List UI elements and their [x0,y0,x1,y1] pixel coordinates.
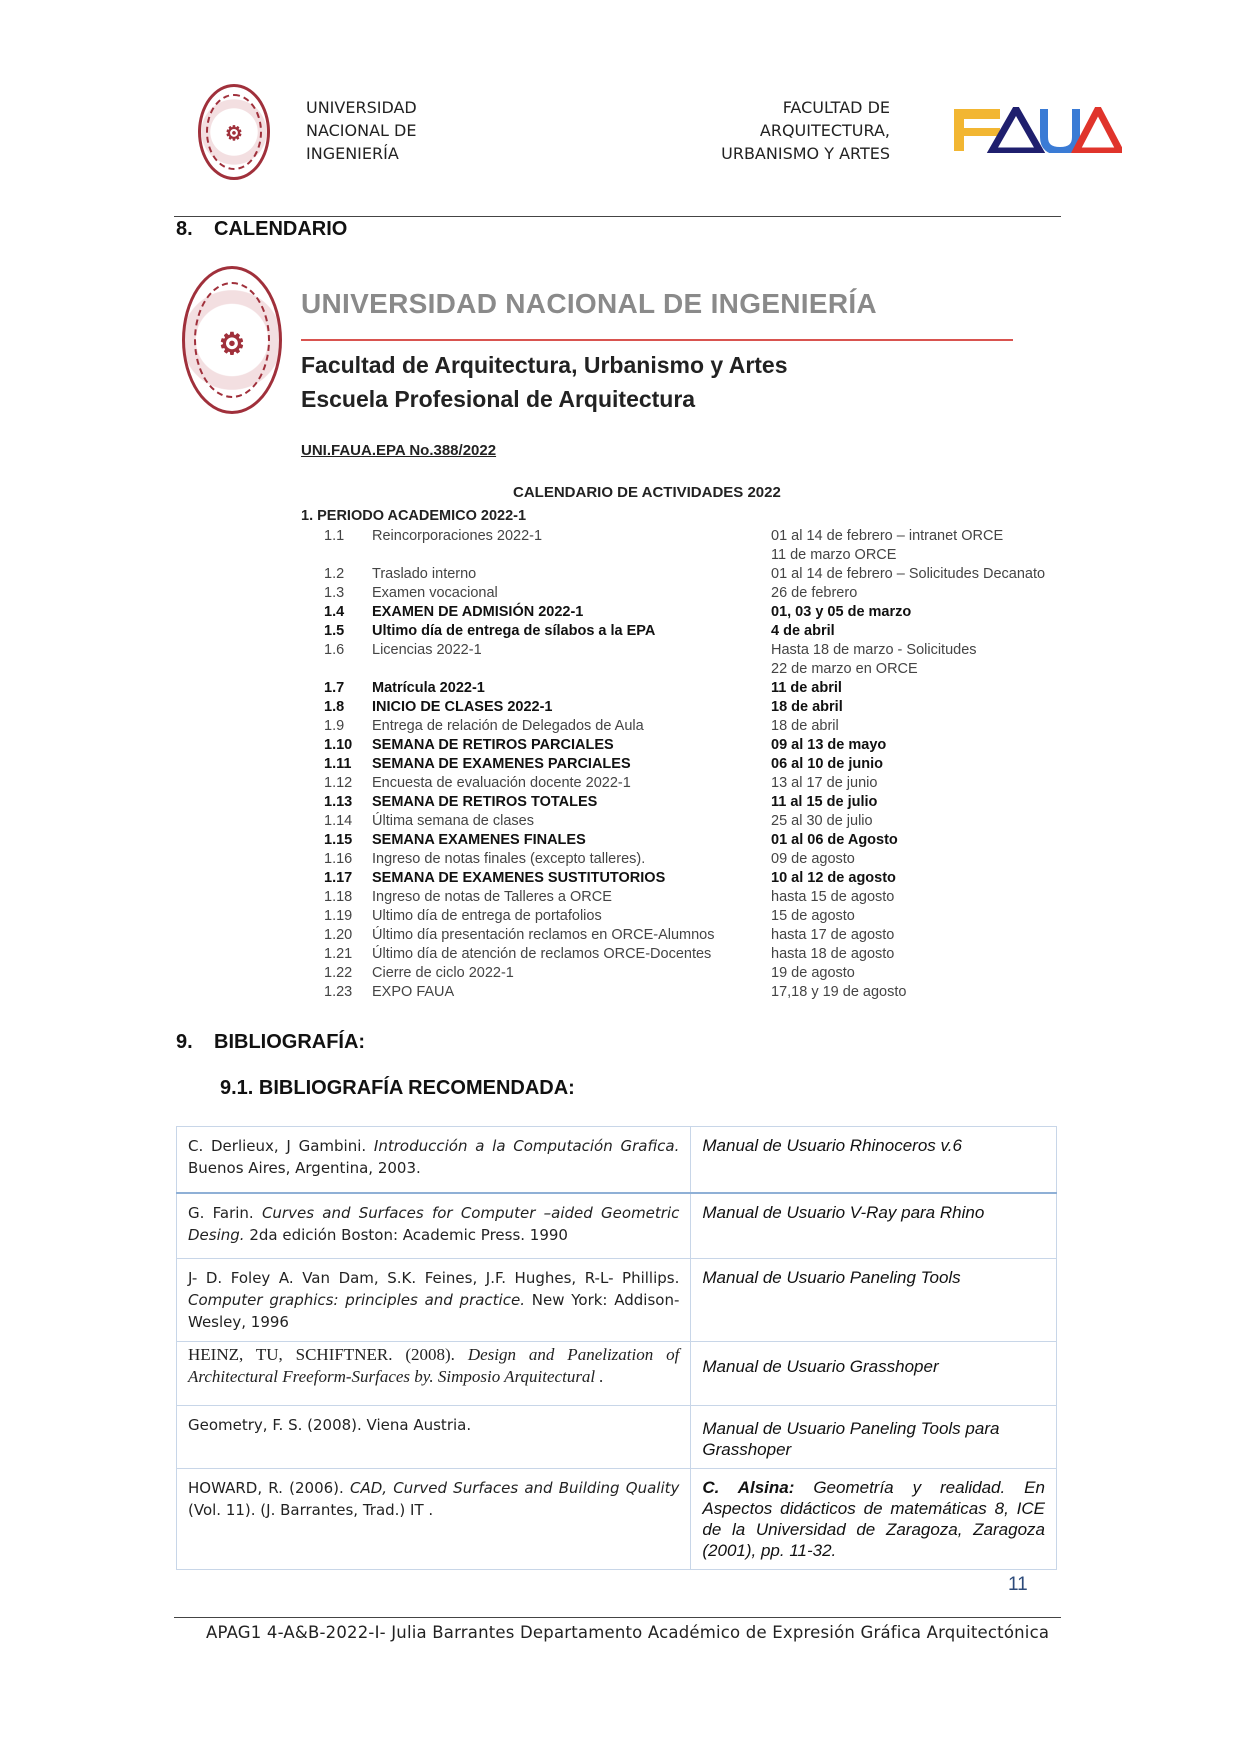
calendar-row-activity: SEMANA DE EXAMENES PARCIALES [372,756,631,772]
calendar-red-rule [301,339,1013,341]
calendar-row-date: 10 al 12 de agosto [771,870,896,886]
calendar-row-activity: Traslado interno [372,566,477,582]
bib-reference: C. Alsina: Geometría y realidad. En Aspectos didácticos de matemáticas 8, ICE de la Universidad de Zaragoza, Zaragoza (2001), pp. 11-32. [691,1469,1057,1570]
bibliography-table [176,1126,1057,1570]
calendar-faculty: Facultad de Arquitectura, Urbanismo y Artes [301,352,788,378]
bib-manual: Manual de Usuario Paneling Tools [691,1259,1057,1342]
calendar-reference: UNI.FAUA.EPA No.388/2022 [301,442,497,459]
table-row [177,1193,1057,1259]
calendar-row-number: 1.9 [324,718,345,734]
calendar-row-number: 1.3 [324,585,345,601]
faculty-name: FACULTAD DE ARQUITECTURA, URBANISMO Y ARTES [721,98,890,163]
section-8-heading: 8. CALENDARIO [176,218,348,240]
bib-entry: C. Derlieux, J Gambini. Introducción a la Computación Grafica. Buenos Aires, Argentina, 2003. [177,1127,691,1193]
calendar-row-activity: Último día presentación reclamos en ORCE-Alumnos [372,927,715,943]
calendar-row-activity: Último día de atención de reclamos ORCE-Docentes [372,946,712,962]
table-row [177,1342,1057,1406]
bib-manual: Manual de Usuario Paneling Tools para Grasshoper [691,1406,1057,1469]
calendar-row-activity: SEMANA DE RETIROS PARCIALES [372,737,614,753]
bib-manual: Manual de Usuario V-Ray para Rhino [691,1193,1057,1259]
calendar-row-date: 18 de abril [771,699,843,715]
table-row [177,1259,1057,1342]
calendar-row-number: 1.10 [324,737,353,753]
calendar-row-number: 1.4 [324,604,345,620]
university-seal: ⚙ [198,84,270,180]
calendar-row-activity: Última semana de clases [372,813,534,829]
section-9-heading: 9. BIBLIOGRAFÍA: [176,1031,366,1053]
calendar-row-activity: SEMANA DE EXAMENES SUSTITUTORIOS [372,870,666,886]
calendar-row-number: 1.12 [324,775,353,791]
calendar-row-date-continuation: 11 de marzo ORCE [771,547,897,563]
calendar-row-activity: EXPO FAUA [372,984,455,1000]
calendar-row-date: hasta 15 de agosto [771,889,895,905]
calendar-row-date: hasta 17 de agosto [771,927,895,943]
calendar-row-number: 1.17 [324,870,353,886]
calendar-row-number: 1.6 [324,642,345,658]
calendar-row-date: 11 al 15 de julio [771,794,878,810]
bib-entry: HOWARD, R. (2006). CAD, Curved Surfaces and Building Quality (Vol. 11). (J. Barrantes, Trad.) IT . [177,1469,691,1570]
calendar-row-date: 25 al 30 de julio [771,813,873,829]
calendar-row-number: 1.11 [324,756,352,772]
calendar-row-date: 15 de agosto [771,908,855,924]
table-row [177,1469,1057,1570]
calendar-row-date: 01 al 14 de febrero – intranet ORCE [771,528,1004,544]
calendar-row-number: 1.2 [324,566,345,582]
calendar-row-activity: Entrega de relación de Delegados de Aula [372,718,644,734]
calendar-row-activity: EXAMEN DE ADMISIÓN 2022-1 [372,604,584,620]
university-name: UNIVERSIDAD NACIONAL DE INGENIERÍA [306,98,417,163]
table-row [177,1127,1057,1193]
page-footer: APAG1 4-A&B-2022-I- Julia Barrantes Departamento Académico de Expresión Gráfica Arquitectónica [206,1623,1050,1642]
bib-entry: G. Farin. Curves and Surfaces for Computer –aided Geometric Desing. 2da edición Boston: Academic Press. 1990 [177,1193,691,1259]
calendar-row-activity: SEMANA DE RETIROS TOTALES [372,794,598,810]
calendar-row-date: hasta 18 de agosto [771,946,895,962]
calendar-row-number: 1.5 [324,623,345,639]
table-row [177,1406,1057,1469]
calendar-row-number: 1.14 [324,813,353,829]
calendar-row-date: 09 al 13 de mayo [771,737,887,753]
calendar-row-number: 1.7 [324,680,345,696]
calendar-row-activity: Reincorporaciones 2022-1 [372,528,543,544]
calendar-row-number: 1.13 [324,794,353,810]
bib-manual: Manual de Usuario Rhinoceros v.6 [691,1127,1057,1193]
calendar-row-activity: Cierre de ciclo 2022-1 [372,965,514,981]
calendar-row-date: 09 de agosto [771,851,855,867]
calendar-row-number: 1.15 [324,832,353,848]
calendar-row-date: Hasta 18 de marzo - Solicitudes [771,642,977,658]
header-rule [174,216,1061,217]
page-number: 11 [1008,1574,1028,1595]
calendar-row-number: 1.19 [324,908,353,924]
calendar-row-date: 4 de abril [771,623,835,639]
calendar-row-number: 1.23 [324,984,353,1000]
calendar-row-date: 17,18 y 19 de agosto [771,984,907,1000]
calendar-row-number: 1.18 [324,889,353,905]
faua-logo [952,107,1122,153]
calendar-row-number: 1.22 [324,965,353,981]
footer-rule [174,1617,1061,1618]
calendar-row-date: 01 al 14 de febrero – Solicitudes Decanato [771,566,1046,582]
calendar-row-date: 06 al 10 de junio [771,756,884,772]
calendar-row-number: 1.20 [324,927,353,943]
calendar-row-activity: Ingreso de notas finales (excepto talleres). [372,851,646,867]
bib-entry: Geometry, F. S. (2008). Viena Austria. [177,1406,691,1469]
calendar-row-date: 26 de febrero [771,585,858,601]
bib-manual: Manual de Usuario Grasshoper [691,1342,1057,1406]
calendar-period: 1. PERIODO ACADEMICO 2022-1 [301,508,527,524]
calendar-row-activity: Ultimo día de entrega de sílabos a la EPA [372,623,656,639]
calendar-row-activity: Examen vocacional [372,585,498,601]
bib-entry: HEINZ, TU, SCHIFTNER. (2008). Design and Panelization of Architectural Freeform-Surfaces by. Simposio Arquitectural . [177,1342,691,1406]
calendar-row-number: 1.21 [324,946,353,962]
calendar-row-activity: Matrícula 2022-1 [372,680,485,696]
calendar-university-title: UNIVERSIDAD NACIONAL DE INGENIERÍA [301,288,877,319]
calendar-university-seal: ⚙ [182,266,282,414]
calendar-row-number: 1.16 [324,851,353,867]
calendar-row-number: 1.1 [324,528,345,544]
bib-entry: J- D. Foley A. Van Dam, S.K. Feines, J.F. Hughes, R-L- Phillips. Computer graphics: principles and practice. New York: Addison-Wesley, 1996 [177,1259,691,1342]
calendar-row-activity: Ingreso de notas de Talleres a ORCE [372,889,612,905]
calendar-row-activity: SEMANA EXAMENES FINALES [372,832,586,848]
section-9-1-heading: 9.1. BIBLIOGRAFÍA RECOMENDADA: [220,1077,575,1099]
calendar-row-date-continuation: 22 de marzo en ORCE [771,661,918,677]
calendar-row-date: 18 de abril [771,718,839,734]
calendar-row-date: 11 de abril [771,680,842,696]
calendar-row-activity: Ultimo día de entrega de portafolios [372,908,602,924]
calendar-row-date: 01, 03 y 05 de marzo [771,604,912,620]
calendar-row-date: 01 al 06 de Agosto [771,832,898,848]
calendar-row-date: 13 al 17 de junio [771,775,878,791]
calendar-row-date: 19 de agosto [771,965,855,981]
calendar-row-activity: Encuesta de evaluación docente 2022-1 [372,775,631,791]
calendar-row-activity: INICIO DE CLASES 2022-1 [372,699,553,715]
calendar-school: Escuela Profesional de Arquitectura [301,386,696,412]
calendar-row-activity: Licencias 2022-1 [372,642,482,658]
calendar-heading: CALENDARIO DE ACTIVIDADES 2022 [513,484,781,501]
calendar-row-number: 1.8 [324,699,345,715]
